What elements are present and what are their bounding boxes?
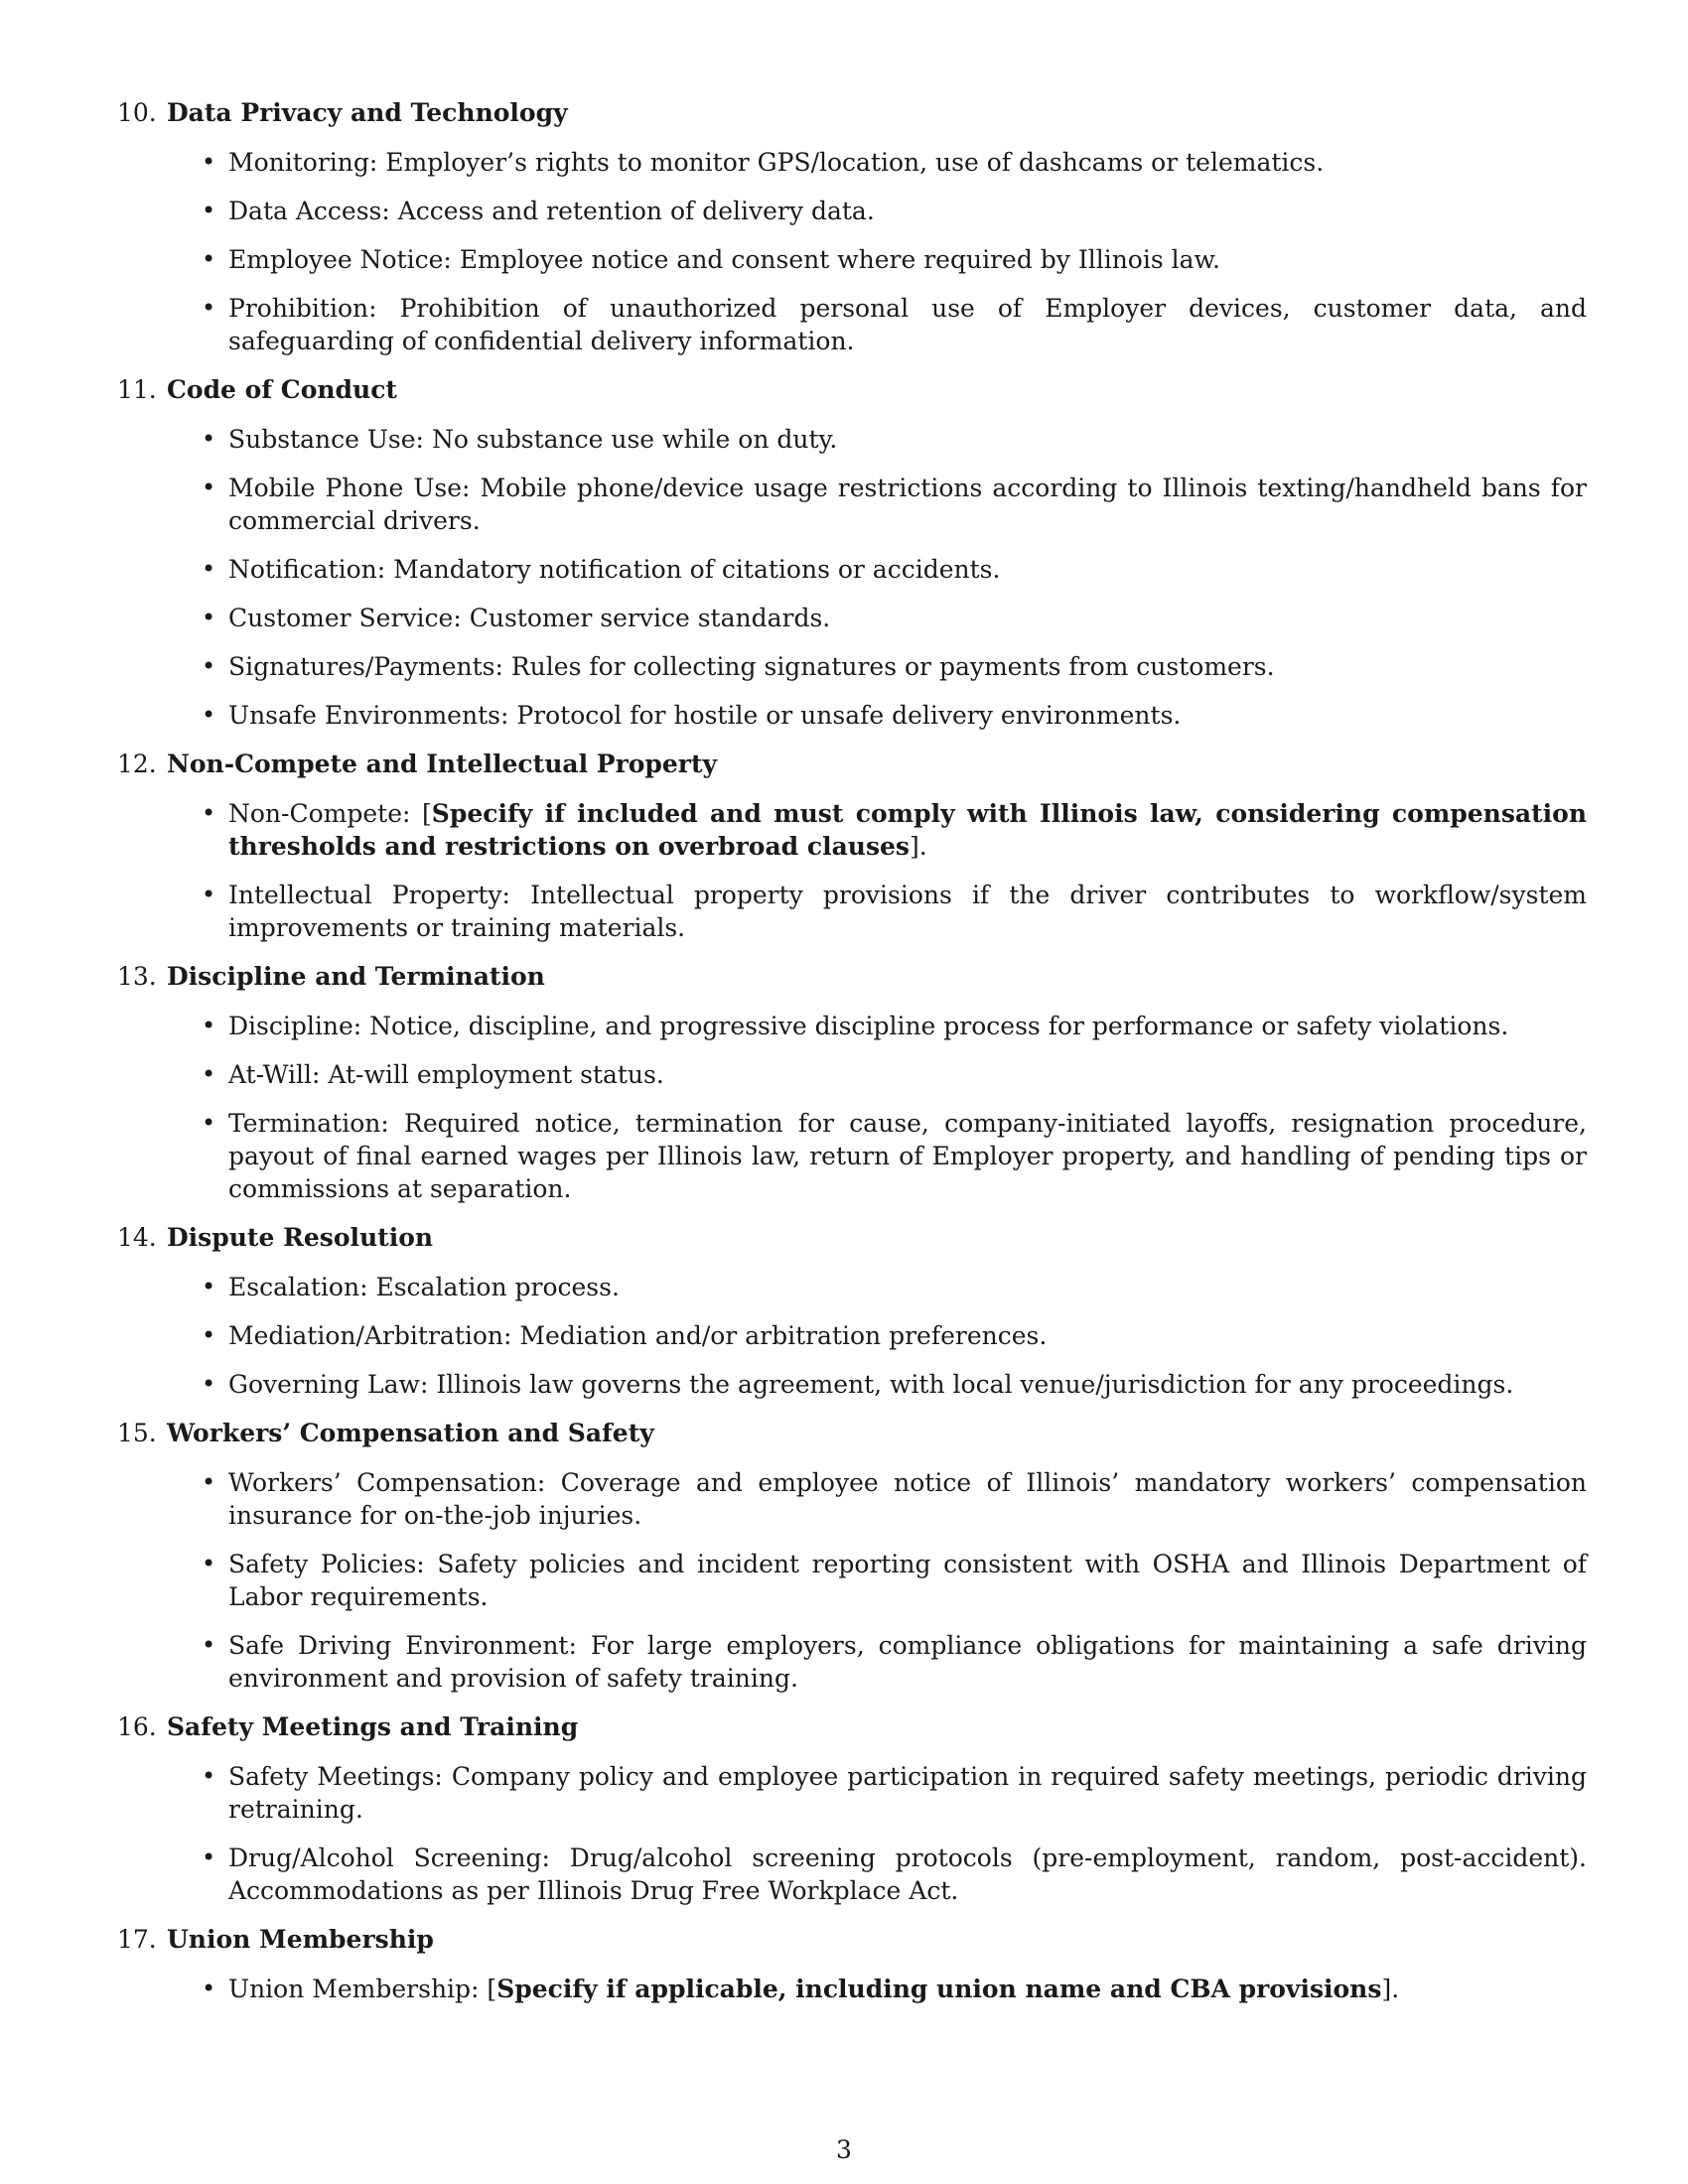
list-item — [117, 423, 1587, 456]
item-label: Customer Service: — [228, 604, 462, 632]
item-text: Rules for collecting signatures or payments from customers. — [510, 652, 1275, 681]
list-item — [117, 699, 1587, 732]
item-label: Substance Use: — [228, 425, 424, 454]
bullet-list — [117, 423, 1587, 732]
item-label: Non-Compete: — [228, 799, 411, 828]
section-heading — [117, 96, 1587, 130]
section-heading — [117, 960, 1587, 994]
section-title: Safety Meetings and Training — [167, 1712, 579, 1741]
section-heading — [117, 1221, 1587, 1255]
section-number: 16. — [117, 1712, 157, 1741]
item-label: Safety Policies: — [228, 1550, 425, 1578]
item-label: Escalation: — [228, 1273, 368, 1301]
item-label: Union Membership: — [228, 1975, 480, 2003]
section-title: Non-Compete and Intellectual Property — [167, 750, 718, 778]
section-heading — [117, 748, 1587, 781]
section-heading — [117, 373, 1587, 407]
list-item — [117, 553, 1587, 586]
item-text: For large employers, compliance obligations for maintaining a safe driving environment and provision of safety training. — [228, 1631, 1587, 1693]
section-number: 12. — [117, 750, 157, 778]
list-item — [117, 1271, 1587, 1303]
placeholder-instruction: Specify if included and must comply with Illinois law, considering compensation thresholds and restrictions on overbroad clauses — [228, 799, 1587, 861]
list-item — [117, 1010, 1587, 1042]
bullet-list — [117, 1760, 1587, 1907]
list-item — [117, 146, 1587, 179]
list-item — [117, 797, 1587, 863]
bracket-open: [ — [422, 799, 432, 828]
item-text: Protocol for hostile or unsafe delivery environments. — [516, 701, 1182, 730]
section-heading — [117, 1710, 1587, 1744]
bullet-list — [117, 1010, 1587, 1205]
bracket-close: ]. — [1381, 1975, 1400, 2003]
bullet-list — [117, 1973, 1587, 2005]
page-number: 3 — [836, 2135, 852, 2164]
item-label: Governing Law: — [228, 1370, 429, 1399]
list-item — [117, 879, 1587, 944]
item-label: At-Will: — [228, 1060, 321, 1089]
section — [117, 1221, 1587, 1401]
section — [117, 1710, 1587, 1907]
placeholder-instruction: Specify if applicable, including union name and CBA provisions — [496, 1975, 1382, 2003]
item-label: Safe Driving Environment: — [228, 1631, 577, 1660]
item-text: Escalation process. — [375, 1273, 620, 1301]
item-label: Prohibition: — [228, 294, 377, 323]
section-title: Dispute Resolution — [167, 1223, 434, 1252]
item-label: Unsafe Environments: — [228, 701, 509, 730]
item-text: Drug/alcohol screening protocols (pre-employment, random, post-accident). Accommodations as per Illinois Drug Free Workplace Act. — [228, 1843, 1588, 1905]
item-label: Mediation/Arbitration: — [228, 1321, 512, 1350]
item-text: Notice, discipline, and progressive discipline process for performance or safety violations. — [369, 1012, 1509, 1040]
section — [117, 1417, 1587, 1695]
section-title: Discipline and Termination — [167, 962, 545, 991]
item-label: Termination: — [228, 1109, 389, 1138]
item-text: Required notice, termination for cause, company-initiated layoffs, resignation procedure, payout of final earned wages per Illinois law, return of Employer property, and handling of pending tips or commissions at separation. — [228, 1109, 1587, 1203]
item-text: Access and retention of delivery data. — [397, 197, 875, 225]
list-item — [117, 1548, 1587, 1613]
bullet-list — [117, 797, 1587, 944]
item-text: Employee notice and consent where required by Illinois law. — [459, 245, 1220, 274]
item-text: Mobile phone/device usage restrictions according to Illinois texting/handheld bans for commercial drivers. — [228, 474, 1587, 535]
list-item — [117, 1629, 1587, 1695]
section-number: 11. — [117, 375, 157, 404]
document-body — [117, 96, 1587, 2021]
list-item — [117, 472, 1587, 537]
section — [117, 960, 1587, 1205]
item-text: Intellectual property provisions if the driver contributes to workflow/system improvements or training materials. — [228, 881, 1588, 942]
section — [117, 373, 1587, 732]
bracket-open: [ — [487, 1975, 497, 2003]
item-label: Discipline: — [228, 1012, 362, 1040]
item-text: At-will employment status. — [328, 1060, 664, 1089]
bullet-list — [117, 1271, 1587, 1401]
section-number: 17. — [117, 1925, 157, 1954]
section-heading — [117, 1923, 1587, 1957]
list-item — [117, 1760, 1587, 1826]
item-label: Drug/Alcohol Screening: — [228, 1843, 550, 1872]
item-label: Notification: — [228, 555, 386, 584]
section — [117, 96, 1587, 357]
section-number: 13. — [117, 962, 157, 991]
item-label: Safety Meetings: — [228, 1762, 443, 1791]
section-number: 15. — [117, 1419, 157, 1447]
section-title: Data Privacy and Technology — [167, 98, 568, 127]
item-label: Mobile Phone Use: — [228, 474, 471, 502]
list-item — [117, 1466, 1587, 1532]
section-title: Code of Conduct — [167, 375, 397, 404]
item-text: Company policy and employee participation in required safety meetings, periodic driving retraining. — [228, 1762, 1587, 1824]
list-item — [117, 243, 1587, 276]
list-item — [117, 1842, 1587, 1907]
list-item — [117, 1368, 1587, 1401]
item-label: Data Access: — [228, 197, 390, 225]
bullet-list — [117, 1466, 1587, 1695]
item-text: Mediation and/or arbitration preferences. — [519, 1321, 1048, 1350]
section — [117, 748, 1587, 944]
section — [117, 1923, 1587, 2005]
list-item — [117, 602, 1587, 634]
item-text: Prohibition of unauthorized personal use of Employer devices, customer data, and safeguarding of confidential delivery information. — [228, 294, 1588, 355]
item-text: Coverage and employee notice of Illinois’ mandatory workers’ compensation insurance for on-the-job injuries. — [228, 1468, 1587, 1530]
section-heading — [117, 1417, 1587, 1450]
section-title: Workers’ Compensation and Safety — [167, 1419, 654, 1447]
list-item — [117, 1058, 1587, 1091]
item-label: Intellectual Property: — [228, 881, 510, 909]
item-text: Illinois law governs the agreement, with local venue/jurisdiction for any proceedings. — [436, 1370, 1514, 1399]
list-item — [117, 1319, 1587, 1352]
item-text: Employer’s rights to monitor GPS/location, use of dashcams or telematics. — [385, 148, 1325, 177]
item-text: Mandatory notification of citations or accidents. — [393, 555, 1001, 584]
section-number: 10. — [117, 98, 157, 127]
section-number: 14. — [117, 1223, 157, 1252]
item-text: No substance use while on duty. — [431, 425, 838, 454]
bullet-list — [117, 146, 1587, 357]
list-item — [117, 1107, 1587, 1205]
list-item — [117, 292, 1587, 357]
item-label: Signatures/Payments: — [228, 652, 503, 681]
list-item — [117, 650, 1587, 683]
item-text: Customer service standards. — [469, 604, 831, 632]
bracket-close: ]. — [910, 832, 927, 861]
list-item — [117, 1973, 1587, 2005]
list-item — [117, 195, 1587, 227]
item-label: Monitoring: — [228, 148, 378, 177]
item-label: Employee Notice: — [228, 245, 452, 274]
item-text: Safety policies and incident reporting consistent with OSHA and Illinois Department of Labor requirements. — [228, 1550, 1588, 1611]
section-title: Union Membership — [167, 1925, 434, 1954]
item-label: Workers’ Compensation: — [228, 1468, 546, 1497]
